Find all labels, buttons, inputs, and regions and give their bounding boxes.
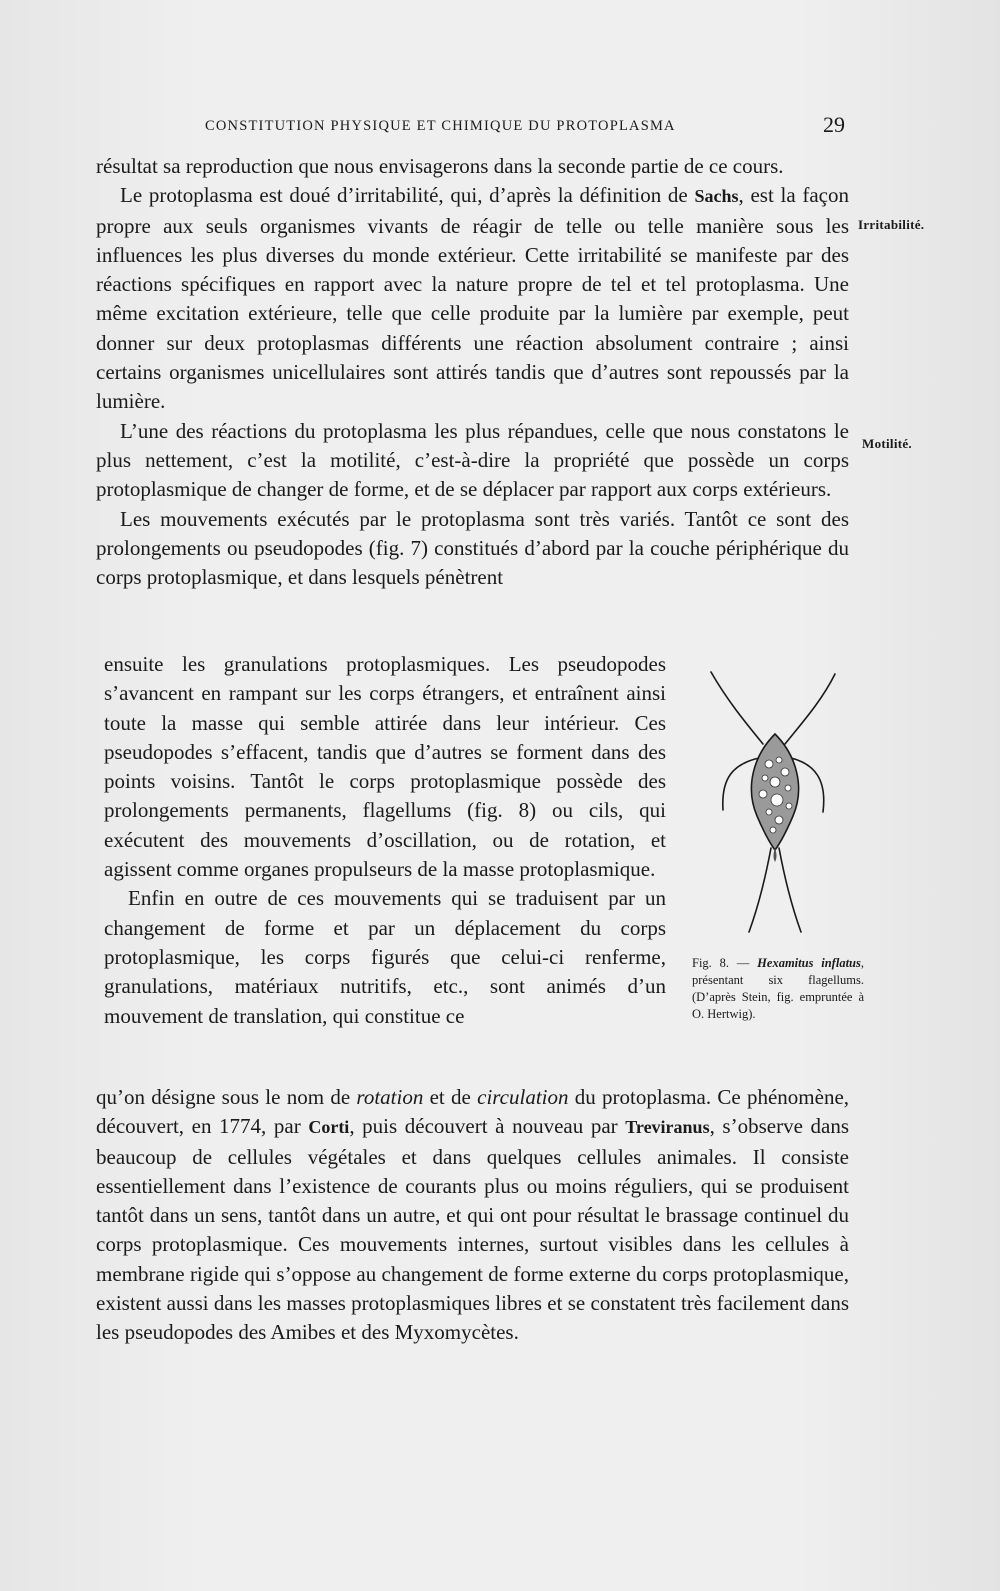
flagellum-upper-left: [711, 672, 763, 744]
margin-note-motilite: Motilité.: [862, 436, 912, 451]
paragraph-enfin-continued: [96, 1083, 849, 1348]
body-text-top: [96, 152, 849, 592]
text-run: , s’observe dans beaucoup de cellules végétales et dans quelques cellules animales. Il consiste essentiellement dans l’existence de courants plus ou moins réguliers, qui se produisent tantôt dans un sens, tantôt dans un autre, et qui ont pour résultat le brassage continuel du corps protoplasmique. Ces mouvements internes, surtout visibles dans les cellules à membrane rigide qui s’oppose au changement de forme externe du corps protoplasmique, existent aussi dans les masses protoplasmiques libres et se constatent très facilement dans les pseudopodes des Amibes et des Myxomycètes.: [96, 1114, 849, 1345]
text-run: , est la façon propre aux seuls organismes vivants de réagir de telle ou telle manière sous les influences les plus diverses du monde extérieur. Cette irritabilité se manifeste par des réactions spécifiques en rapport avec la nature propre de tel et tel protoplasma. Une même excitation extérieure, telle que celle produite par la lumière par exemple, peut donner sur deux protoplasmas différents une réaction absolument contraire ; ainsi certains organismes unicellulaires sont attirés tandis que d’autres sont repoussés par la lumière.: [96, 183, 849, 414]
figure-caption-text: , présentant six flagellums. (D’après Stein, fig. empruntée à O. Hertwig).: [692, 956, 864, 1021]
cell-tail: [774, 848, 777, 862]
figure-label: Fig. 8. —: [692, 956, 758, 970]
author-name-sachs: Sachs: [694, 186, 739, 207]
flagellum-lower-left: [749, 848, 771, 932]
figure-species: Hexamitus inflatus: [757, 956, 861, 970]
author-name-corti: Corti: [308, 1117, 350, 1138]
text-run: Le protoplasma est doué d’irritabilité, qui, d’après la définition de: [120, 183, 695, 208]
author-name-treviranus: Treviranus: [625, 1117, 710, 1138]
page-header: [205, 112, 845, 140]
body-text-bottom: [96, 1083, 849, 1348]
text-run: et de: [423, 1085, 478, 1109]
body-text-narrow: [104, 650, 666, 1031]
text-run: du protoplasma. Ce phénomène, découvert, en 1774, par: [96, 1085, 850, 1139]
page-number: 29: [823, 112, 845, 137]
paragraph-irritabilite: [96, 181, 849, 416]
text-run: , puis découvert à nouveau par: [349, 1114, 626, 1139]
figure-caption: [692, 955, 864, 1023]
hexamitus-figure: [693, 660, 859, 942]
paragraph-intro: résultat sa reproduction que nous envisagerons dans la seconde partie de ce cours.: [96, 154, 784, 178]
term-circulation: circulation: [477, 1085, 569, 1109]
margin-note-irritabilite: Irritabilité.: [858, 217, 925, 232]
text-run: qu’on désigne sous le nom de: [96, 1085, 357, 1109]
paragraph-enfin: Enfin en outre de ces mouvements qui se traduisent par un changement de forme et par un déplacement du corps protoplasmique, les corps figurés que celui-ci renferme, granulations, matériaux nutritifs, etc., sont animés d’un mouvement de translation, qui constitue ce: [104, 886, 666, 1028]
term-rotation: rotation: [356, 1085, 424, 1109]
flagellum-upper-right: [785, 674, 835, 744]
paragraph-motilite: L’une des réactions du protoplasma les plus répandues, celle que nous constatons le plus nettement, c’est la motilité, c’est-à-dire la propriété que possède un corps protoplasmique de changer de forme, et de se déplacer par rapport aux corps extérieurs.: [96, 418, 849, 502]
paragraph-mouvements: Les mouvements exécutés par le protoplasma sont très variés. Tantôt ce sont des prolongements ou pseudopodes (fig. 7) constitués d’abord par la couche périphérique du corps protoplasmique, et dans lesquels pénètrent: [96, 506, 849, 590]
paragraph-mouvements-continued: ensuite les granulations protoplasmiques. Les pseudopodes s’avancent en rampant sur les corps étrangers, et entraînent ainsi toute la masse qui semble attirée dans leur intérieur. Ces pseudopodes s’effacent, tandis que d’autres se forment dans des points voisins. Tantôt le corps protoplasmique possède des prolongements permanents, flagellums (fig. 8) ou cils, qui exécutent des mouvements d’oscillation, ou de rotation, et agissent comme organes propulseurs de la masse protoplasmique.: [104, 652, 666, 882]
running-title: CONSTITUTION PHYSIQUE ET CHIMIQUE DU PROTOPLASMA: [205, 118, 676, 134]
flagellum-lower-right: [779, 848, 801, 932]
